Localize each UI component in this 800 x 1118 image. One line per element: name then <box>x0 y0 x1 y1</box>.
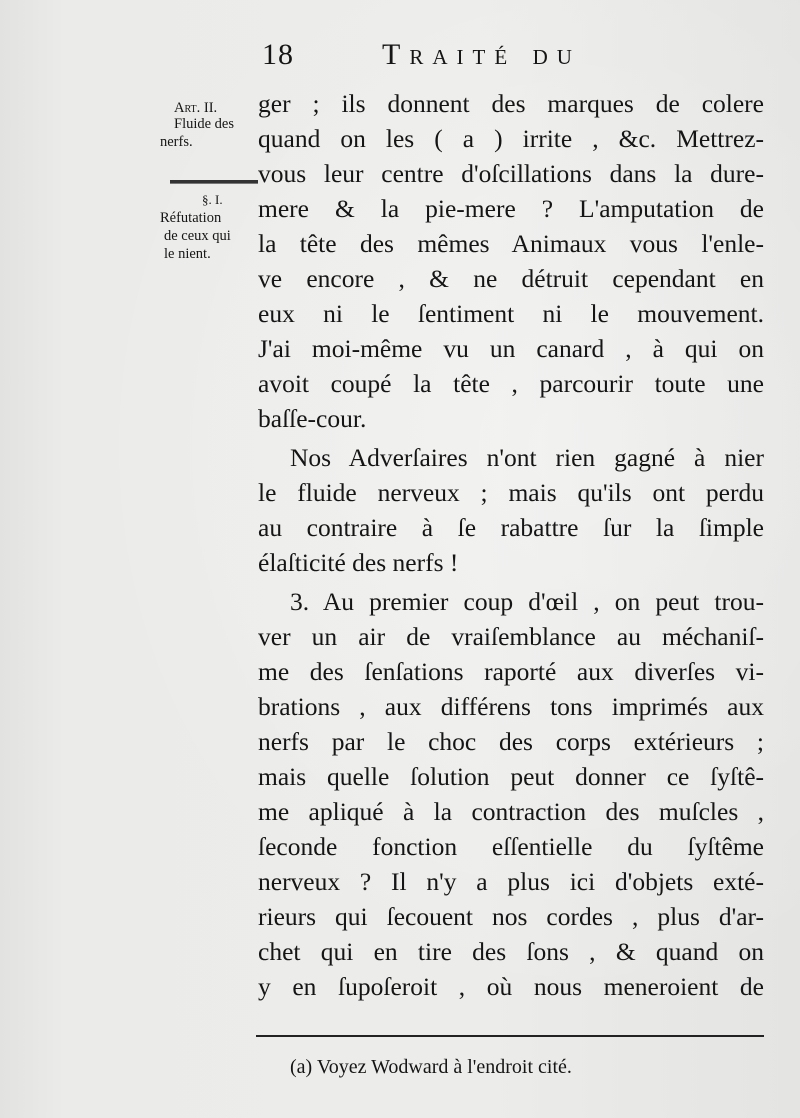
text-line: nerveux ? Il n'y a plus ici d'objets exté- <box>258 867 764 896</box>
margin-section-title-3: le nient. <box>164 246 211 262</box>
footnote: (a) Voyez Wodward à l'endroit cité. <box>290 1056 572 1078</box>
text-line: avoit coupé la tête , parcourir toute une <box>258 369 764 398</box>
text-line: au contraire à ſe rabattre ſur la ſimple <box>258 513 764 542</box>
text-line: mais quelle ſolution peut donner ce ſyſtê- <box>258 762 764 791</box>
page-header <box>0 36 800 76</box>
margin-article-subject-1: Fluide des <box>174 116 235 132</box>
text-line: chet qui en tire des ſons , & quand on <box>258 937 764 966</box>
text-line: ger ; ils donnent des marques de colere <box>258 89 764 118</box>
text-line: ver un air de vraiſemblance au méchaniſ- <box>258 622 764 651</box>
text-line: la tête des mêmes Animaux vous l'enle- <box>258 229 764 258</box>
margin-divider <box>170 180 258 184</box>
text-line: le fluide nerveux ; mais qu'ils ont perdu <box>258 478 764 507</box>
text-line: ve encore , & ne détruit cependant en <box>258 264 764 293</box>
text-line: 3. Au premier coup d'œil , on peut trou- <box>290 587 764 616</box>
text-line: me apliqué à la contraction des muſcles , <box>258 797 764 826</box>
margin-article: Art. II. <box>174 100 218 116</box>
text-line: me des ſenſations raporté aux diverſes vi- <box>258 657 764 686</box>
text-line: y en ſupoſeroit , où nous meneroient de <box>258 972 764 1001</box>
text-line: nerfs par le choc des corps extérieurs ; <box>258 727 764 756</box>
text-line: brations , aux différens tons imprimés aux <box>258 692 764 721</box>
page-number: 18 <box>262 38 294 71</box>
body-text <box>258 86 764 1004</box>
text-line: J'ai moi-même vu un canard , à qui on <box>258 334 764 363</box>
text-line: mere & la pie-mere ? L'amputation de <box>258 194 764 223</box>
margin-section-title-2: de ceux qui <box>164 228 231 244</box>
text-line: baſſe-cour. <box>258 404 367 433</box>
margin-article-subject-2: nerfs. <box>160 134 193 150</box>
text-line: ſeconde fonction eſſentielle du ſyſtême <box>258 832 764 861</box>
text-line: élaſticité des nerfs ! <box>258 548 459 577</box>
margin-section: §. I. <box>202 192 223 207</box>
text-line: vous leur centre d'oſcillations dans la dure- <box>258 159 764 188</box>
running-title: Traité du <box>382 38 581 71</box>
margin-section-title-1: Réfutation <box>160 210 222 226</box>
text-line: eux ni le ſentiment ni le mouvement. <box>258 299 764 328</box>
text-line: quand on les ( a ) irrite , &c. Mettrez- <box>258 124 764 153</box>
text-line: Nos Adverſaires n'ont rien gagné à nier <box>290 443 764 472</box>
footnote-rule <box>256 1035 764 1037</box>
text-line: rieurs qui ſecouent nos cordes , plus d'ar- <box>258 902 764 931</box>
